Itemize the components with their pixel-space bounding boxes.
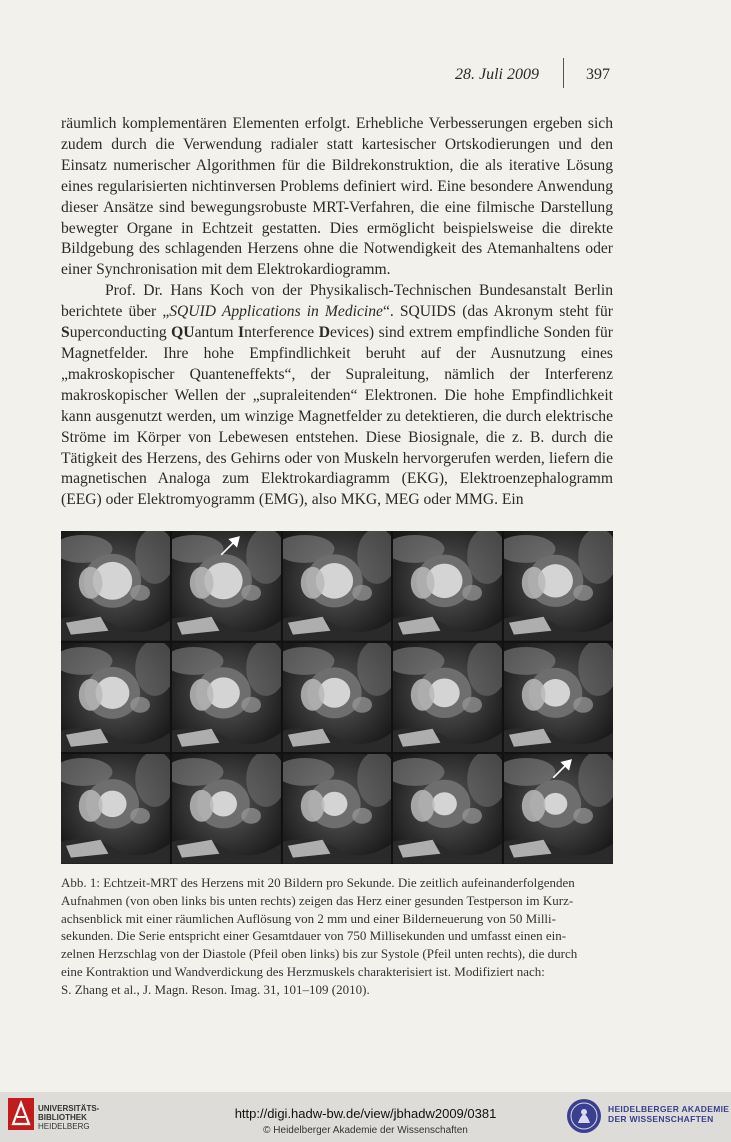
paragraph-2	[61, 281, 613, 511]
mri-frame	[393, 643, 502, 753]
academy-seal-icon	[566, 1098, 602, 1134]
academy-name	[608, 1104, 729, 1124]
p2-rest: evices) sind extrem empfindliche Sonden für Magnetfelder. Ihre hohe Empfindlichkeit beruht auf der Ausnutzung eines „makroskopischer Quanteneffekts“, der Supraleitung, nämlich der Interferenz makroskopischer Wellen der „supraleitenden“ Elektronen. Die hohe Empfindlichkeit kann ausgenutzt werden, um winzige Magnetfelder zu detektieren, die durch elektrische Ströme im Körper von Lebewesen entstehen. Diese Biosignale, die z. B. durch die Tätigkeit des Herzens, des Gehirns oder von Muskeln hervorgerufen werden, liefern die magnetischen Analoga zum Elektrokardiagramm (EKG), Elektroenzephalogramm (EEG) oder Elektromyogramm (EMG), also MKG, MEG oder MMG. Ein	[61, 324, 613, 509]
paragraph-1: räumlich komplementären Elementen erfolgt. Erhebliche Verbesserungen ergeben sich zudem durch die Verwendung radialer statt kartesischer Ortskodierungen und den Einsatz numerischer Algorithmen für die Bildrekonstruktion, die als iterative Lösung eines regularisierten nichtinversen Problems definiert wird. Eine besondere Anwendung dieser Ansätze sind bewegungsrobuste MRT-Verfahren, die eine filmische Darstellung bewegter Organe in Echtzeit gestatten. Dies ermöglicht beispielsweise die direkte Bildgebung des schlagenden Herzens ohne die Notwendigkeit des Atemanhaltens oder einer Synchronisation mit dem Elektrokardiogramm.	[61, 115, 613, 279]
mri-frame	[504, 643, 613, 753]
mri-frame	[504, 754, 613, 864]
caption-line: eine Kontraktion und Wandverdickung des Herzmuskels charakterisiert ist. Modifiziert nach:	[61, 963, 545, 979]
mri-frame	[283, 531, 392, 641]
mri-frame	[393, 754, 502, 864]
library-line-2: BIBLIOTHEK	[38, 1113, 87, 1122]
header-date: 28. Juli 2009	[455, 66, 539, 83]
caption-line: achsenblick mit einer räumlichen Auflösung von 2 mm und einer Bilderneuerung von 50 Milli-	[61, 910, 556, 926]
acronym-s-rest: uperconducting	[69, 324, 172, 342]
arrow-indicator-icon	[219, 535, 241, 557]
mri-frame	[393, 531, 502, 641]
academy-line-2: DER WISSENSCHAFTEN	[608, 1114, 714, 1124]
body-text	[61, 114, 613, 511]
running-header	[0, 64, 731, 88]
acronym-i: I	[238, 324, 245, 342]
figure-caption	[61, 874, 613, 999]
mri-frame	[504, 531, 613, 641]
footer-bar	[0, 1092, 731, 1142]
caption-line: S. Zhang et al., J. Magn. Reson. Imag. 31, 101–109 (2010).	[61, 981, 370, 997]
caption-line: Abb. 1: Echtzeit-MRT des Herzens mit 20 Bildern pro Sekunde. Die zeitlich aufeinanderfolgenden	[61, 875, 575, 890]
academy-line-1: HEIDELBERGER AKADEMIE	[608, 1104, 730, 1114]
copyright-notice: © Heidelberger Akademie der Wissenschaften	[263, 1125, 468, 1136]
mri-frame	[61, 754, 170, 864]
acronym-d: D	[318, 324, 330, 342]
mri-frame	[283, 643, 392, 753]
arrow-indicator-icon	[551, 758, 573, 780]
acronym-s: S	[61, 324, 70, 342]
permalink-url[interactable]: http://digi.hadw-bw.de/view/jbhadw2009/0381	[234, 1106, 497, 1121]
mri-frame	[172, 754, 281, 864]
mri-image-grid	[61, 531, 613, 864]
acronym-qu: QU	[171, 324, 195, 342]
talk-title: SQUID Applications in Medicine	[169, 303, 383, 321]
p2-mid: “. SQUIDS (das Akronym steht für	[382, 303, 613, 321]
caption-line: sekunden. Die Serie entspricht einer Gesamtdauer von 750 Millisekunden und umfasst einen ein-	[61, 928, 567, 944]
caption-line: zelnen Herzschlag von der Diastole (Pfeil oben links) bis zur Systole (Pfeil unten rechts), die durch	[61, 946, 578, 962]
mri-frame	[61, 643, 170, 753]
mri-frame	[61, 531, 170, 641]
header-divider	[563, 58, 564, 88]
p2-intro: Prof. Dr. Hans Koch von der Physikalisch-Technischen Bundesanstalt Berlin berichtete über „	[61, 282, 613, 321]
library-line-3: HEIDELBERG	[38, 1122, 90, 1131]
page-number: 397	[586, 66, 610, 83]
mri-frame	[283, 754, 392, 864]
acronym-qu-rest: antum	[194, 324, 239, 342]
caption-line: Aufnahmen (von oben links bis unten rechts) zeigen das Herz einer gesunden Testperson im Kurz-	[61, 892, 574, 908]
mri-frame	[172, 531, 281, 641]
library-line-1: UNIVERSITÄTS-	[38, 1104, 100, 1113]
mri-frame	[172, 643, 281, 753]
acronym-i-rest: nterference	[244, 324, 319, 342]
